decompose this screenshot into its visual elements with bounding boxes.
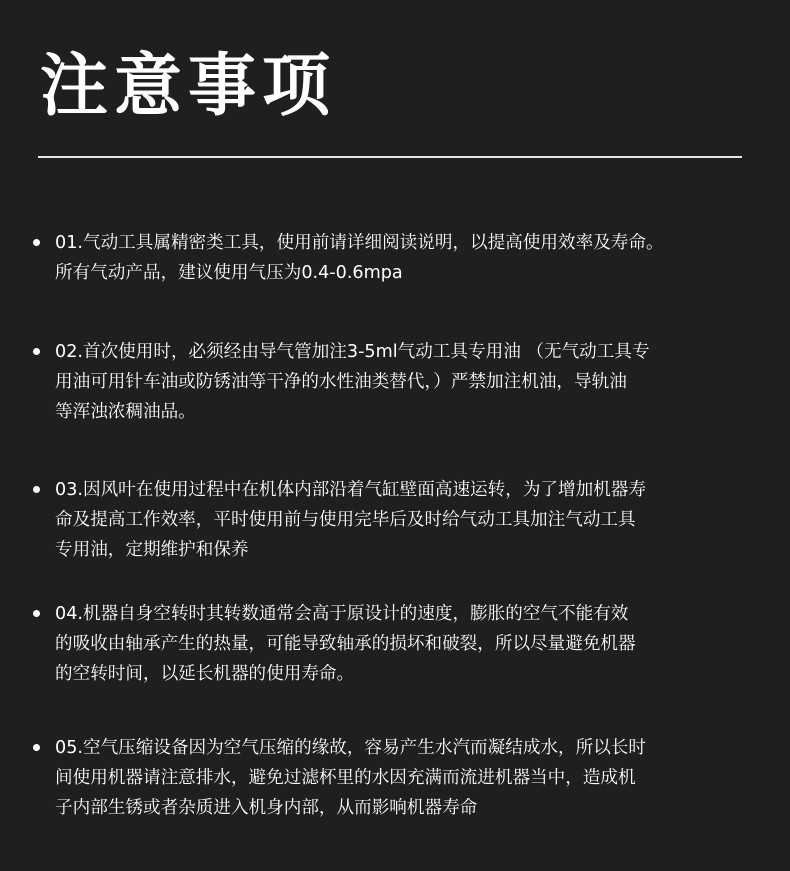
notice-line: 的吸收由轴承产生的热量，可能导致轴承的损坏和破裂，所以尽量避免机器 <box>55 634 636 654</box>
notice-line: 所有气动产品，建议使用气压为0.4-0.6mpa <box>55 263 403 283</box>
notice-line: 专用油，定期维护和保养 <box>55 540 249 560</box>
notice-text <box>55 475 780 565</box>
bullet-dot-icon <box>33 239 40 246</box>
notice-line: 子内部生锈或者杂质进入机身内部，从而影响机器寿命 <box>55 798 478 818</box>
notice-text <box>55 599 780 689</box>
notice-line: 等浑浊浓稠油品。 <box>55 402 196 422</box>
bullet-dot-icon <box>33 486 40 493</box>
notice-line: 命及提高工作效率，平时使用前与使用完毕后及时给气动工具加注气动工具 <box>55 510 636 530</box>
bullet-dot-icon <box>33 744 40 751</box>
notice-text <box>55 337 780 427</box>
page-title: 注意事项 <box>40 47 337 126</box>
notice-text <box>55 733 780 823</box>
notice-line: 间使用机器请注意排水，避免过滤杯里的水因充满而流进机器当中，造成机 <box>55 768 636 788</box>
notice-line: 的空转时间，以延长机器的使用寿命。 <box>55 664 355 684</box>
notice-line: 02.首次使用时，必须经由导气管加注3-5ml气动工具专用油 （无气动工具专 <box>55 342 650 362</box>
notice-line: 04.机器自身空转时其转数通常会高于原设计的速度，膨胀的空气不能有效 <box>55 604 629 624</box>
bullet-dot-icon <box>33 348 40 355</box>
title-divider <box>38 156 742 158</box>
notice-line: 05.空气压缩设备因为空气压缩的缘故，容易产生水汽而凝结成水，所以长时 <box>55 738 646 758</box>
notice-text <box>55 228 780 288</box>
bullet-dot-icon <box>33 610 40 617</box>
notice-line: 01.气动工具属精密类工具，使用前请详细阅读说明，以提高使用效率及寿命。 <box>55 233 664 253</box>
notice-line: 用油可用针车油或防锈油等干净的水性油类替代，）严禁加注机油，导轨油 <box>55 372 627 392</box>
notice-line: 03.因风叶在使用过程中在机体内部沿着气缸壁面高速运转，为了增加机器寿 <box>55 480 646 500</box>
